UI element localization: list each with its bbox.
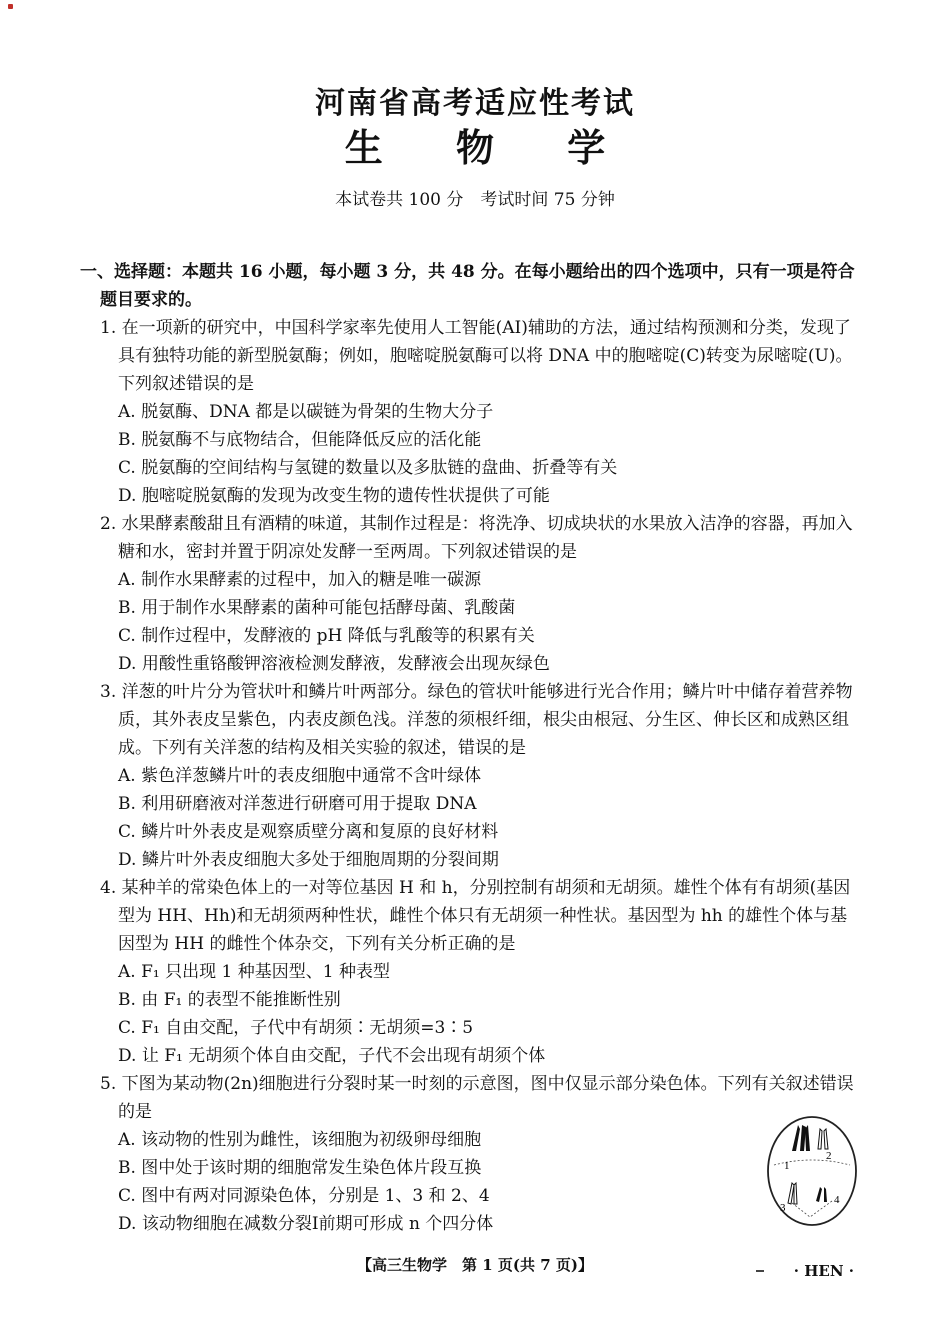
chromosome-2 bbox=[818, 1129, 828, 1149]
option-c: C. 鳞片叶外表皮是观察质壁分离和复原的良好材料 bbox=[118, 822, 499, 842]
chromosome-4 bbox=[816, 1187, 827, 1202]
chromosome-3 bbox=[788, 1183, 797, 1204]
option-d: D. 鳞片叶外表皮细胞大多处于细胞周期的分裂间期 bbox=[118, 850, 499, 870]
option-a: A. 紫色洋葱鳞片叶的表皮细胞中通常不含叶绿体 bbox=[118, 766, 482, 786]
option-b: B. 用于制作水果酵素的菌种可能包括酵母菌、乳酸菌 bbox=[118, 598, 516, 618]
option-a: A. 该动物的性别为雌性，该细胞为初级卵母细胞 bbox=[118, 1130, 482, 1150]
corner-mark bbox=[8, 4, 13, 9]
label-1: 1 bbox=[784, 1160, 790, 1172]
option-c: C. F₁ 自由交配，子代中有胡须∶无胡须=3∶5 bbox=[118, 1018, 474, 1038]
option-a: A. 制作水果酵素的过程中，加入的糖是唯一碳源 bbox=[118, 570, 482, 590]
option-d: D. 用酸性重铬酸钾溶液检测发酵液，发酵液会出现灰绿色 bbox=[118, 654, 550, 674]
option-b: B. 由 F₁ 的表型不能推断性别 bbox=[118, 990, 341, 1010]
section-heading: 一、选择题：本题共 16 小题，每小题 3 分，共 48 分。在每小题给出的四个选项中，只有一项是符合题目要求的。 bbox=[80, 262, 855, 310]
question-stem: 1. 在一项新的研究中，中国科学家率先使用人工智能(AI)辅助的方法，通过结构预测和分类，发现了具有独特功能的新型脱氨酶；例如，胞嘧啶脱氨酶可以将 DNA 中的胞嘧啶(C)转变为尿嘧啶(U)。下列叙述错误的是 bbox=[100, 318, 853, 394]
question-stem: 5. 下图为某动物(2n)细胞进行分裂时某一时刻的示意图，图中仅显示部分染色体。下列有关叙述错误的是 bbox=[100, 1074, 854, 1122]
option-c: C. 图中有两对同源染色体，分别是 1、3 和 2、4 bbox=[118, 1186, 490, 1206]
spindle-lines bbox=[792, 1201, 832, 1217]
option-b: B. 脱氨酶不与底物结合，但能降低反应的活化能 bbox=[118, 430, 482, 450]
question-1 bbox=[100, 314, 862, 510]
question-stem: 4. 某种羊的常染色体上的一对等位基因 H 和 h，分别控制有胡须和无胡须。雄性个体有有胡须(基因型为 HH、Hh)和无胡须两种性状，雌性个体只有无胡须一种性状。基因型为 hh 的雄性个体与基因型为 HH 的雌性个体杂交，下列有关分析正确的是 bbox=[100, 878, 851, 954]
option-d: D. 胞嘧啶脱氨酶的发现为改变生物的遗传性状提供了可能 bbox=[118, 486, 550, 506]
cell-division-diagram bbox=[762, 1103, 862, 1228]
option-a: A. 脱氨酶、DNA 都是以碳链为骨架的生物大分子 bbox=[118, 402, 494, 422]
option-d: D. 让 F₁ 无胡须个体自由交配，子代不会出现有胡须个体 bbox=[118, 1046, 546, 1066]
option-b: B. 图中处于该时期的细胞常发生染色体片段互换 bbox=[118, 1158, 482, 1178]
footer-code: · HEN · bbox=[793, 1262, 854, 1280]
question-5 bbox=[100, 1070, 862, 1238]
question-2 bbox=[100, 510, 862, 678]
question-4 bbox=[100, 874, 862, 1070]
exam-title: 河南省高考适应性考试 bbox=[315, 86, 635, 121]
question-content bbox=[80, 258, 862, 1238]
label-3: 3 bbox=[780, 1202, 786, 1214]
label-4: 4 bbox=[834, 1194, 840, 1206]
page-footer: 【高三生物学 第 1 页(共 7 页)】 bbox=[357, 1256, 593, 1274]
label-2: 2 bbox=[826, 1150, 832, 1162]
option-c: C. 制作过程中，发酵液的 pH 降低与乳酸等的积累有关 bbox=[118, 626, 535, 646]
option-c: C. 脱氨酶的空间结构与氢键的数量以及多肽链的盘曲、折叠等有关 bbox=[118, 458, 618, 478]
question-stem: 3. 洋葱的叶片分为管状叶和鳞片叶两部分。绿色的管状叶能够进行光合作用；鳞片叶中储存着营养物质，其外表皮呈紫色，内表皮颜色浅。洋葱的须根纤细，根尖由根冠、分生区、伸长区和成熟区组成。下列有关洋葱的结构及相关实验的叙述，错误的是 bbox=[100, 682, 853, 758]
exam-info: 本试卷共 100 分 考试时间 75 分钟 bbox=[335, 190, 615, 210]
subject-title: 生 物 学 bbox=[344, 125, 636, 170]
question-stem: 2. 水果酵素酸甜且有酒精的味道，其制作过程是：将洗净、切成块状的水果放入洁净的容器，再加入糖和水，密封并置于阴凉处发酵一至两周。下列叙述错误的是 bbox=[100, 514, 853, 562]
option-a: A. F₁ 只出现 1 种基因型、1 种表型 bbox=[118, 962, 390, 982]
chromosome-1 bbox=[792, 1125, 810, 1151]
option-d: D. 该动物细胞在减数分裂Ⅰ前期可形成 n 个四分体 bbox=[118, 1214, 494, 1234]
option-b: B. 利用研磨液对洋葱进行研磨可用于提取 DNA bbox=[118, 794, 477, 814]
question-3 bbox=[100, 678, 862, 874]
footer-dash bbox=[756, 1270, 764, 1272]
